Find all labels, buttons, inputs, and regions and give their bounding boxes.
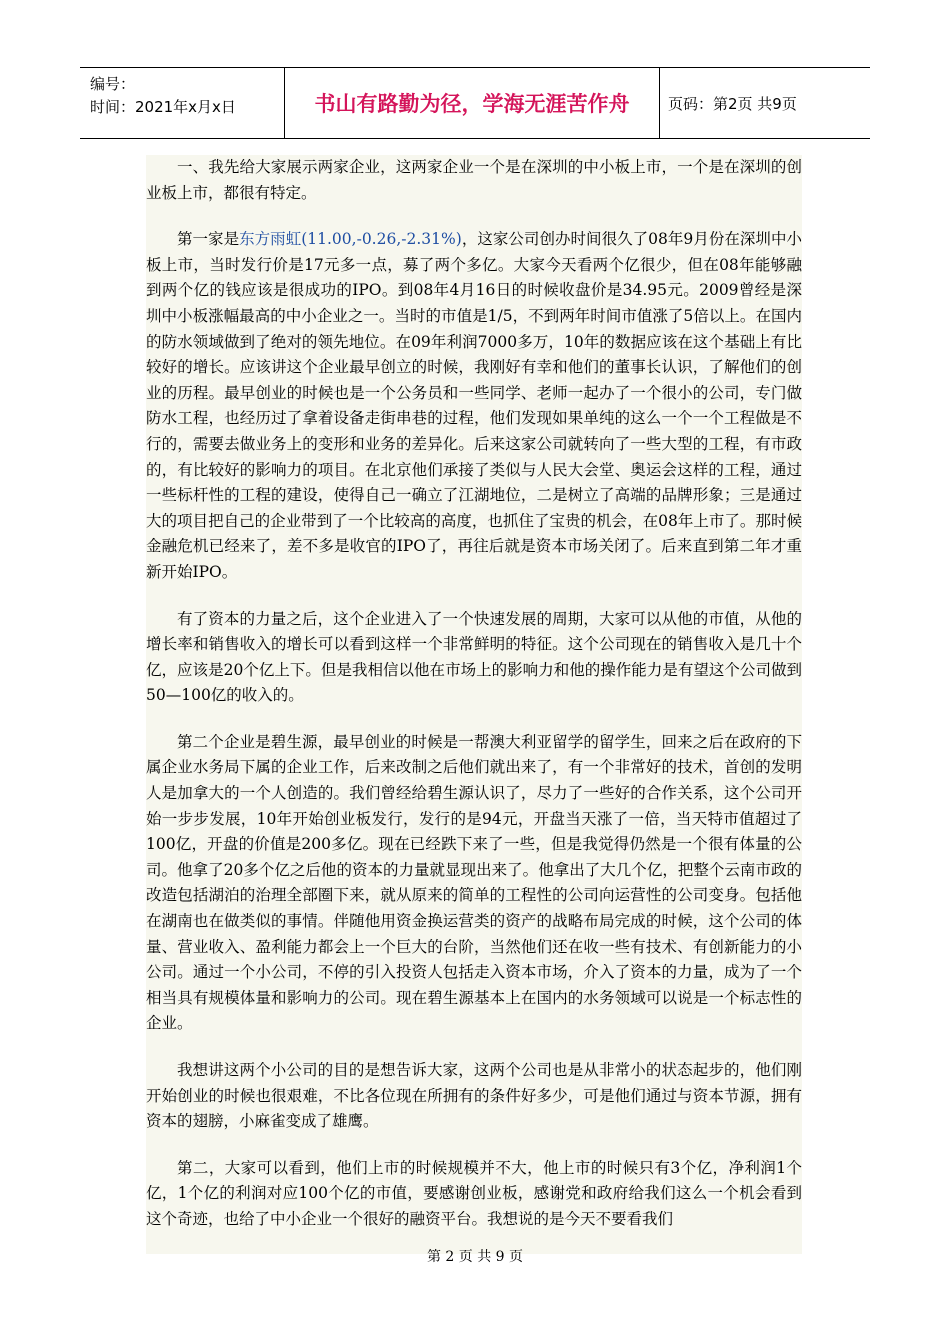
header-motto: 书山有路勤为径，学海无涯苦作舟 <box>285 68 660 138</box>
paragraph-2 <box>146 227 802 585</box>
header-page-number: 页码：第2页 共9页 <box>668 94 797 113</box>
paragraph-2-body: ，这家公司创办时间很久了08年9月份在深圳中小板上市，当时发行价是17元多一点，募了两个多亿。大家今天看两个亿很少，但在08年能够融到两个亿的钱应该是很成功的IPO。到08年4月16日的时候收盘价是34.95元。2009曾经是深圳中小板涨幅最高的中小企业之一。当时的市值是1/5，不到两年时间市值涨了5倍以上。在国内的防水领域做到了绝对的领先地位。在09年利润7000多万，10年的数据应该在这个基础上有比较好的增长。应该讲这个企业最早创立的时候，我刚好有幸和他们的董事长认识，了解他们的创业的历程。最早创业的时候也是一个公务员和一些同学、老师一起办了一个很小的公司，专门做防水工程，也经历过了拿着设备走街串巷的过程，他们发现如果单纯的这么一个一个工程做是不行的，需要去做业务上的变形和业务的差异化。后来这家公司就转向了一些大型的工程，有市政的，有比较好的影响力的项目。在北京他们承接了类似与人民大会堂、奥运会这样的工程，通过一些标杆性的工程的建设，使得自己一确立了江湖地位，二是树立了高端的品牌形象；三是通过大的项目把自己的企业带到了一个比较高的高度，也抓住了宝贵的机会，在08年上市了。那时候金融危机已经来了，差不多是收官的IPO了，再往后就是资本市场关闭了。后来直到第二年才重新开始IPO。 <box>146 230 802 581</box>
page-header <box>80 67 870 139</box>
page-footer: 第 2 页 共 9 页 <box>426 1249 524 1265</box>
paragraph-3: 有了资本的力量之后，这个企业进入了一个快速发展的周期，大家可以从他的市值，从他的增长率和销售收入的增长可以看到这样一个非常鲜明的特征。这个公司现在的销售收入是几十个亿，应该是20个亿上下。但是我相信以他在市场上的影响力和他的操作能力是有望这个公司做到50—100亿的收入的。 <box>146 609 802 705</box>
article-body <box>146 155 802 1254</box>
paragraph-1: 一、我先给大家展示两家企业，这两家企业一个是在深圳的中小板上市，一个是在深圳的创业板上市，都很有特定。 <box>146 158 802 202</box>
paragraph-4: 第二个企业是碧生源，最早创业的时候是一帮澳大利亚留学的留学生，回来之后在政府的下属企业水务局下属的企业工作，后来改制之后他们就出来了，有一个非常好的技术，首创的发明人是加拿大的一个人创造的。我们曾经给碧生源认识了，尽力了一些好的合作关系，这个公司开始一步步发展，10年开始创业板发行，发行的是94元，开盘当天涨了一倍，当天特市值超过了100亿，开盘的价值是200多亿。现在已经跌下来了一些，但是我觉得仍然是一个很有体量的公司。他拿了20多个亿之后他的资本的力量就显现出来了。他拿出了大几个亿，把整个云南市政的改造包括湖泊的治理全部圈下来，就从原来的简单的工程性的公司向运营性的公司变身。包括他在湖南也在做类似的事情。伴随他用资金换运营类的资产的战略布局完成的时候，这个公司的体量、营业收入、盈利能力都会上一个巨大的台阶，当然他们还在收一些有技术、有创新能力的小公司。通过一个小公司，不停的引入投资人包括走入资本市场，介入了资本的力量，成为了一个相当具有规模体量和影响力的公司。现在碧生源基本上在国内的水务领域可以说是一个标志性的企业。 <box>146 732 802 1033</box>
stock-link[interactable]: 东方雨虹(11.00,-0.26,-2.31%) <box>239 230 462 249</box>
paragraph-2-intro: 第一家是 <box>177 230 240 249</box>
paragraph-5: 我想讲这两个小公司的目的是想告诉大家，这两个公司也是从非常小的状态起步的，他们刚开始创业的时候也很艰难，不比各位现在所拥有的条件好多少，可是他们通过与资本节源，拥有资本的翅膀，小麻雀变成了雄鹰。 <box>146 1061 802 1131</box>
document-number: 编号： <box>90 75 136 93</box>
document-time: 时间：2021年x月x日 <box>90 98 236 116</box>
header-meta <box>80 68 285 138</box>
paragraph-6: 第二，大家可以看到，他们上市的时候规模并不大，他上市的时候只有3个亿，净利润1个亿，1个亿的利润对应100个亿的市值，要感谢创业板，感谢党和政府给我们这么一个机会看到这个奇迹，也给了中小企业一个很好的融资平台。我想说的是今天不要看我们 <box>146 1158 802 1228</box>
